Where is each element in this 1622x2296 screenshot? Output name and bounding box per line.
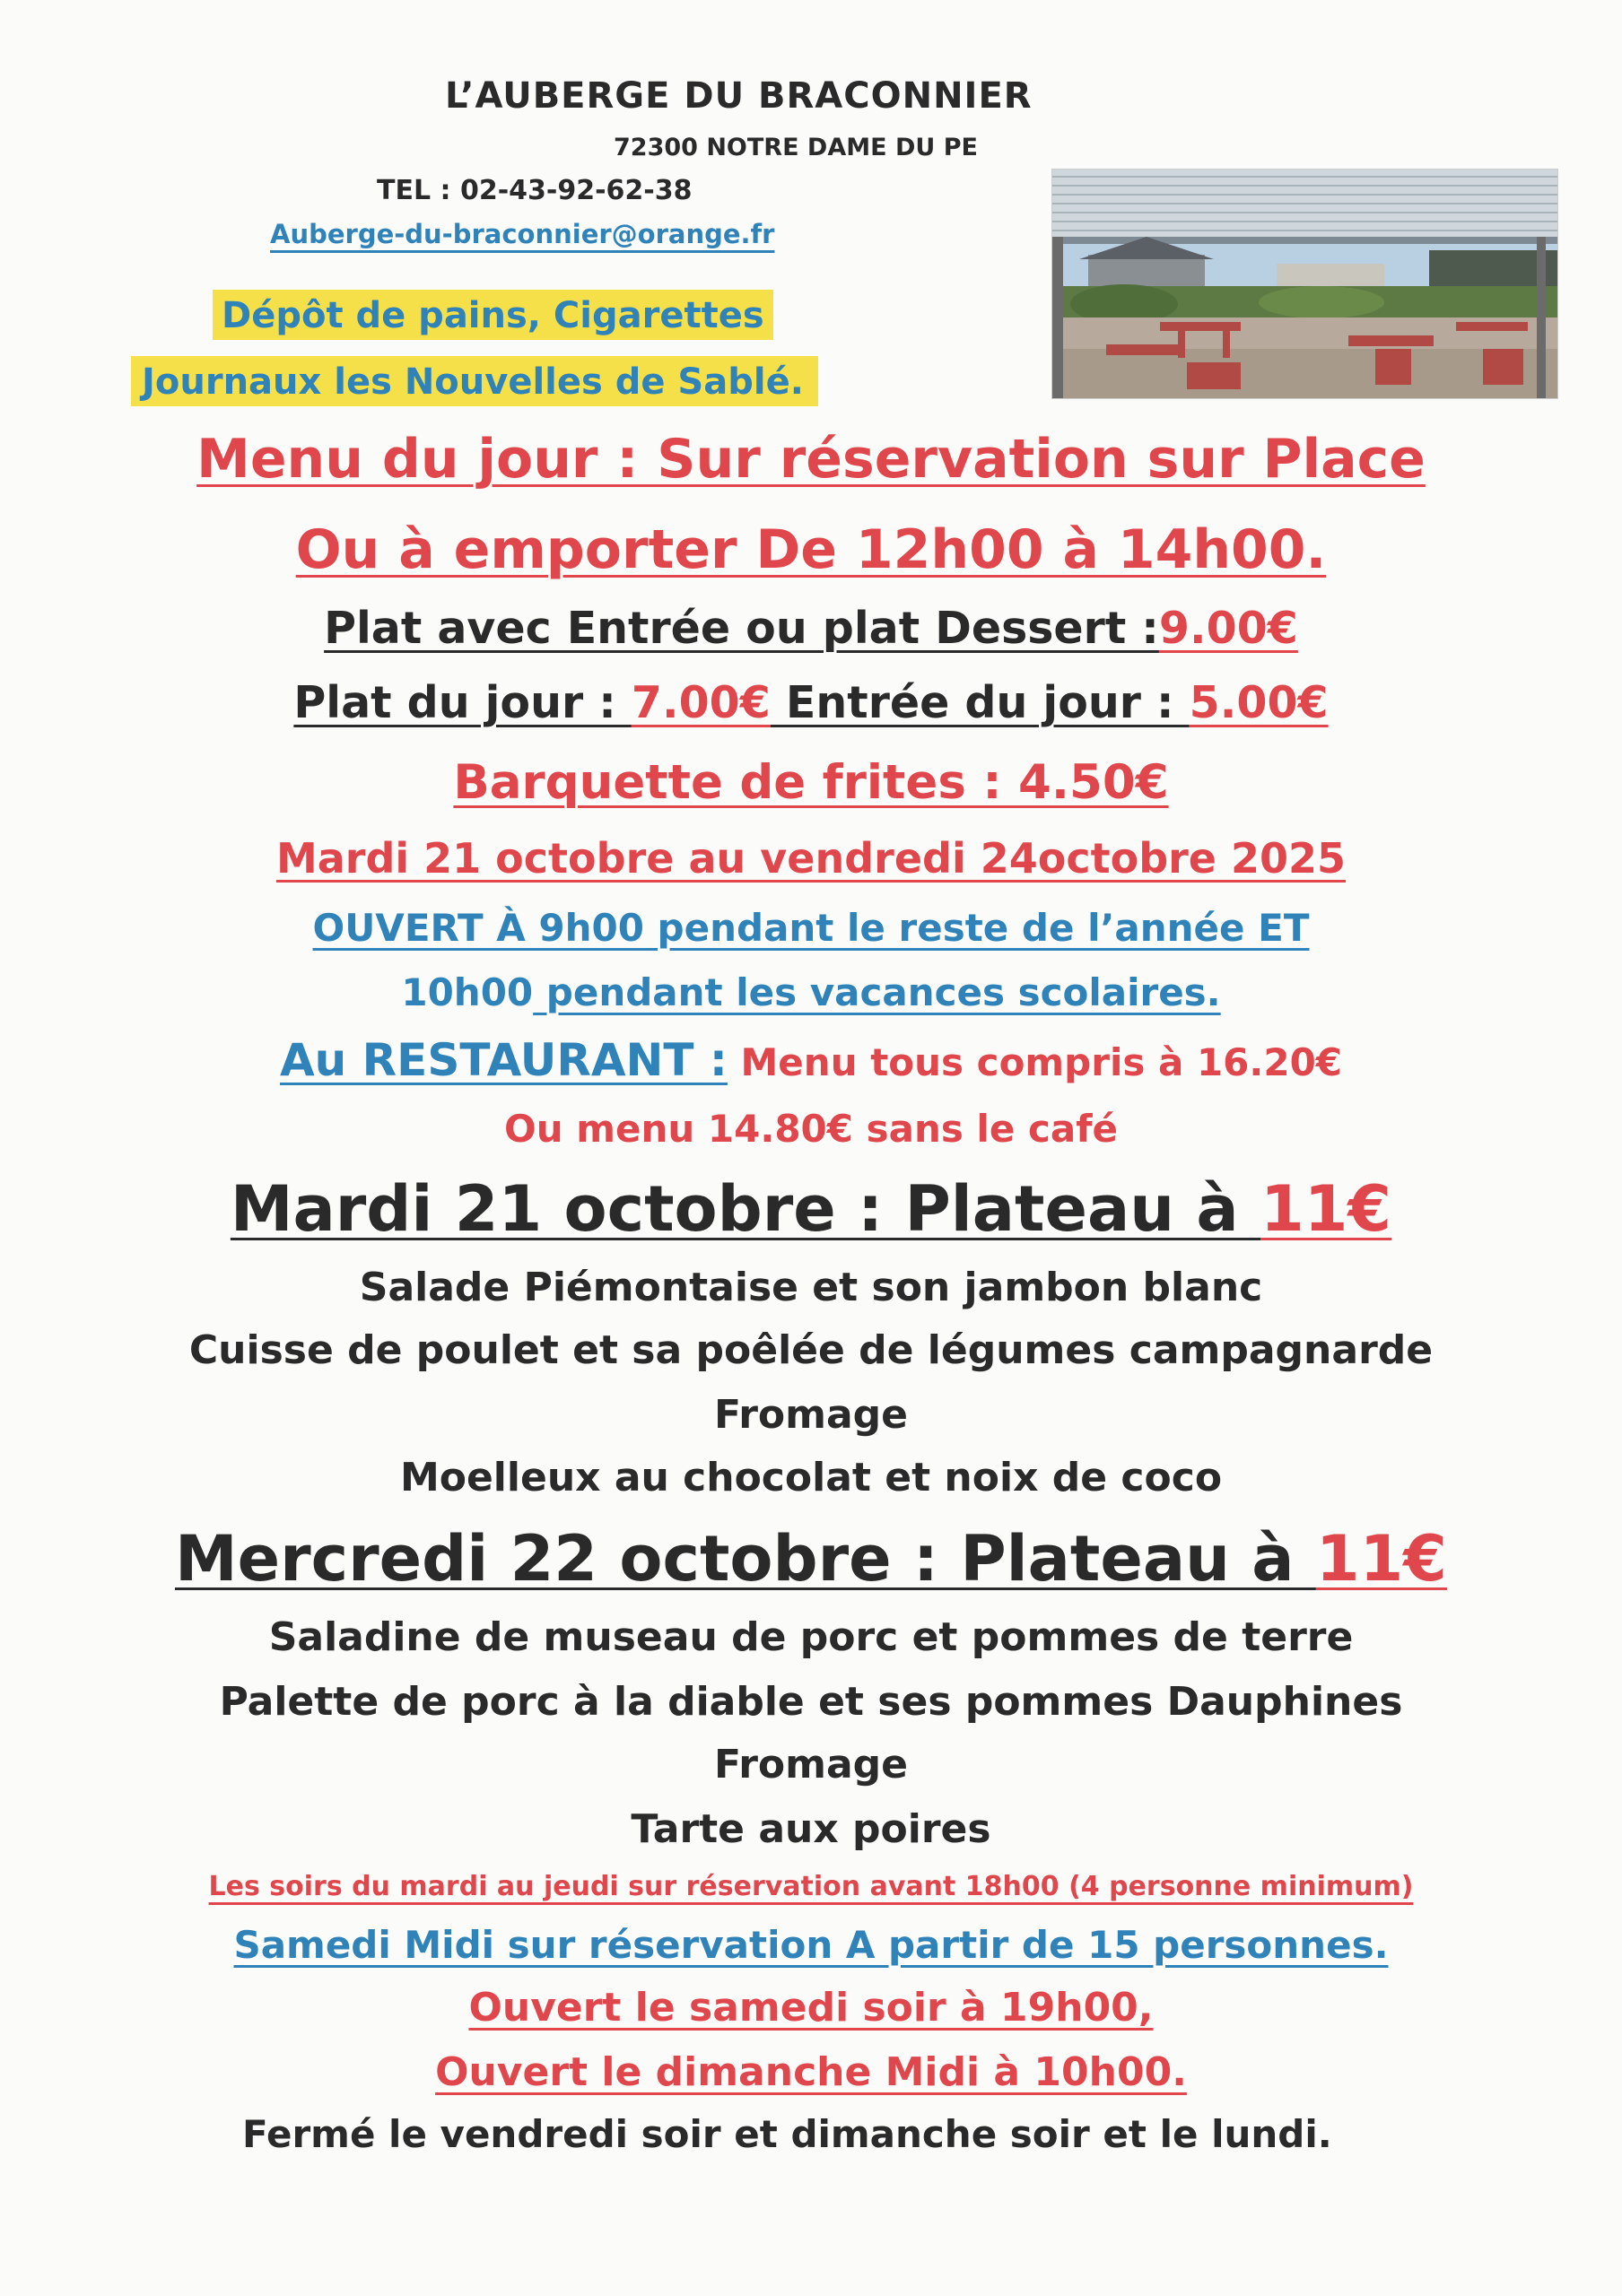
ouvert-line2 xyxy=(0,970,1622,1014)
terrace-photo xyxy=(1051,169,1558,399)
dates-line xyxy=(0,834,1622,883)
day-heading-mercredi xyxy=(0,1522,1622,1596)
dimanche-line xyxy=(0,2049,1622,2095)
ouvert-line1-text: OUVERT À 9h00 pendant le reste de l’année ET xyxy=(312,906,1310,950)
day-heading-text: Mercredi 22 octobre : Plateau à xyxy=(174,1522,1316,1596)
sans-cafe-line: Ou menu 14.80€ sans le café xyxy=(504,1107,1118,1151)
ouvert-line2-text: pendant les vacances scolaires. xyxy=(533,970,1221,1014)
plat-label: Plat du jour : xyxy=(293,677,632,728)
dish-item: Fromage xyxy=(713,1742,909,1787)
phone-number: TEL : 02-43-92-62-38 xyxy=(377,175,693,206)
menu-du-jour-line xyxy=(0,428,1622,491)
entree-label: Entrée du jour : xyxy=(770,677,1190,728)
samedi-soir-text: Ouvert le samedi soir à 19h00, xyxy=(468,1985,1154,2031)
restaurant-label: Au RESTAURANT : xyxy=(279,1034,728,1086)
depot-highlight-line1: Dépôt de pains, Cigarettes xyxy=(213,290,773,340)
day-heading-mardi xyxy=(0,1172,1622,1246)
ouvert-line2-time: 10h00 xyxy=(401,970,534,1014)
restaurant-menu-text: Menu tous compris à 16.20€ xyxy=(727,1040,1343,1084)
plat-entree-line xyxy=(0,677,1622,728)
frites-text: Barquette de frites : 4.50€ xyxy=(453,755,1169,810)
dish-item: Palette de porc à la diable et ses pommes Dauphines xyxy=(219,1679,1403,1725)
dish-item: Fromage xyxy=(713,1392,909,1438)
samedi-midi-text: Samedi Midi sur réservation A partir de 15 personnes. xyxy=(233,1923,1389,1967)
dish-item: Salade Piémontaise et son jambon blanc xyxy=(359,1265,1263,1310)
dish-item: Saladine de museau de porc et pommes de terre xyxy=(268,1614,1354,1660)
day-heading-text: Mardi 21 octobre : Plateau à xyxy=(230,1172,1261,1246)
ouvert-line1 xyxy=(0,906,1622,950)
dish-item: Moelleux au chocolat et noix de coco xyxy=(399,1455,1223,1500)
restaurant-line xyxy=(0,1034,1622,1086)
ferme-line: Fermé le vendredi soir et dimanche soir et le lundi. xyxy=(242,2112,1332,2156)
soirs-text: Les soirs du mardi au jeudi sur réservation avant 18h00 (4 personne minimum) xyxy=(208,1871,1414,1902)
soirs-line xyxy=(0,1871,1622,1902)
dish-item: Cuisse de poulet et sa poêlée de légumes campagnarde xyxy=(188,1327,1434,1373)
entree-price: 5.00€ xyxy=(1189,677,1329,728)
dish-item: Tarte aux poires xyxy=(631,1806,991,1852)
plat-price: 7.00€ xyxy=(631,677,771,728)
combo-price: 9.00€ xyxy=(1158,603,1298,654)
samedi-soir-line xyxy=(0,1985,1622,2031)
day-price: 11€ xyxy=(1315,1522,1448,1596)
address: 72300 NOTRE DAME DU PE xyxy=(614,134,978,161)
combo-price-line xyxy=(0,603,1622,654)
depot-highlight-line2: Journaux les Nouvelles de Sablé. xyxy=(131,356,818,406)
combo-label: Plat avec Entrée ou plat Dessert : xyxy=(324,603,1159,654)
emporter-text: Ou à emporter De 12h00 à 14h00. xyxy=(295,518,1327,581)
frites-line xyxy=(0,755,1622,810)
day-price: 11€ xyxy=(1260,1172,1392,1246)
samedi-midi-line xyxy=(0,1923,1622,1967)
emporter-line xyxy=(0,518,1622,581)
dates-text: Mardi 21 octobre au vendredi 24octobre 2025 xyxy=(275,834,1347,883)
email-link[interactable]: Auberge-du-braconnier@orange.fr xyxy=(270,219,775,249)
restaurant-name: L’AUBERGE DU BRACONNIER xyxy=(445,75,1033,117)
menu-du-jour-text: Menu du jour : Sur réservation sur Place xyxy=(196,428,1426,491)
dimanche-text: Ouvert le dimanche Midi à 10h00. xyxy=(435,2049,1187,2095)
